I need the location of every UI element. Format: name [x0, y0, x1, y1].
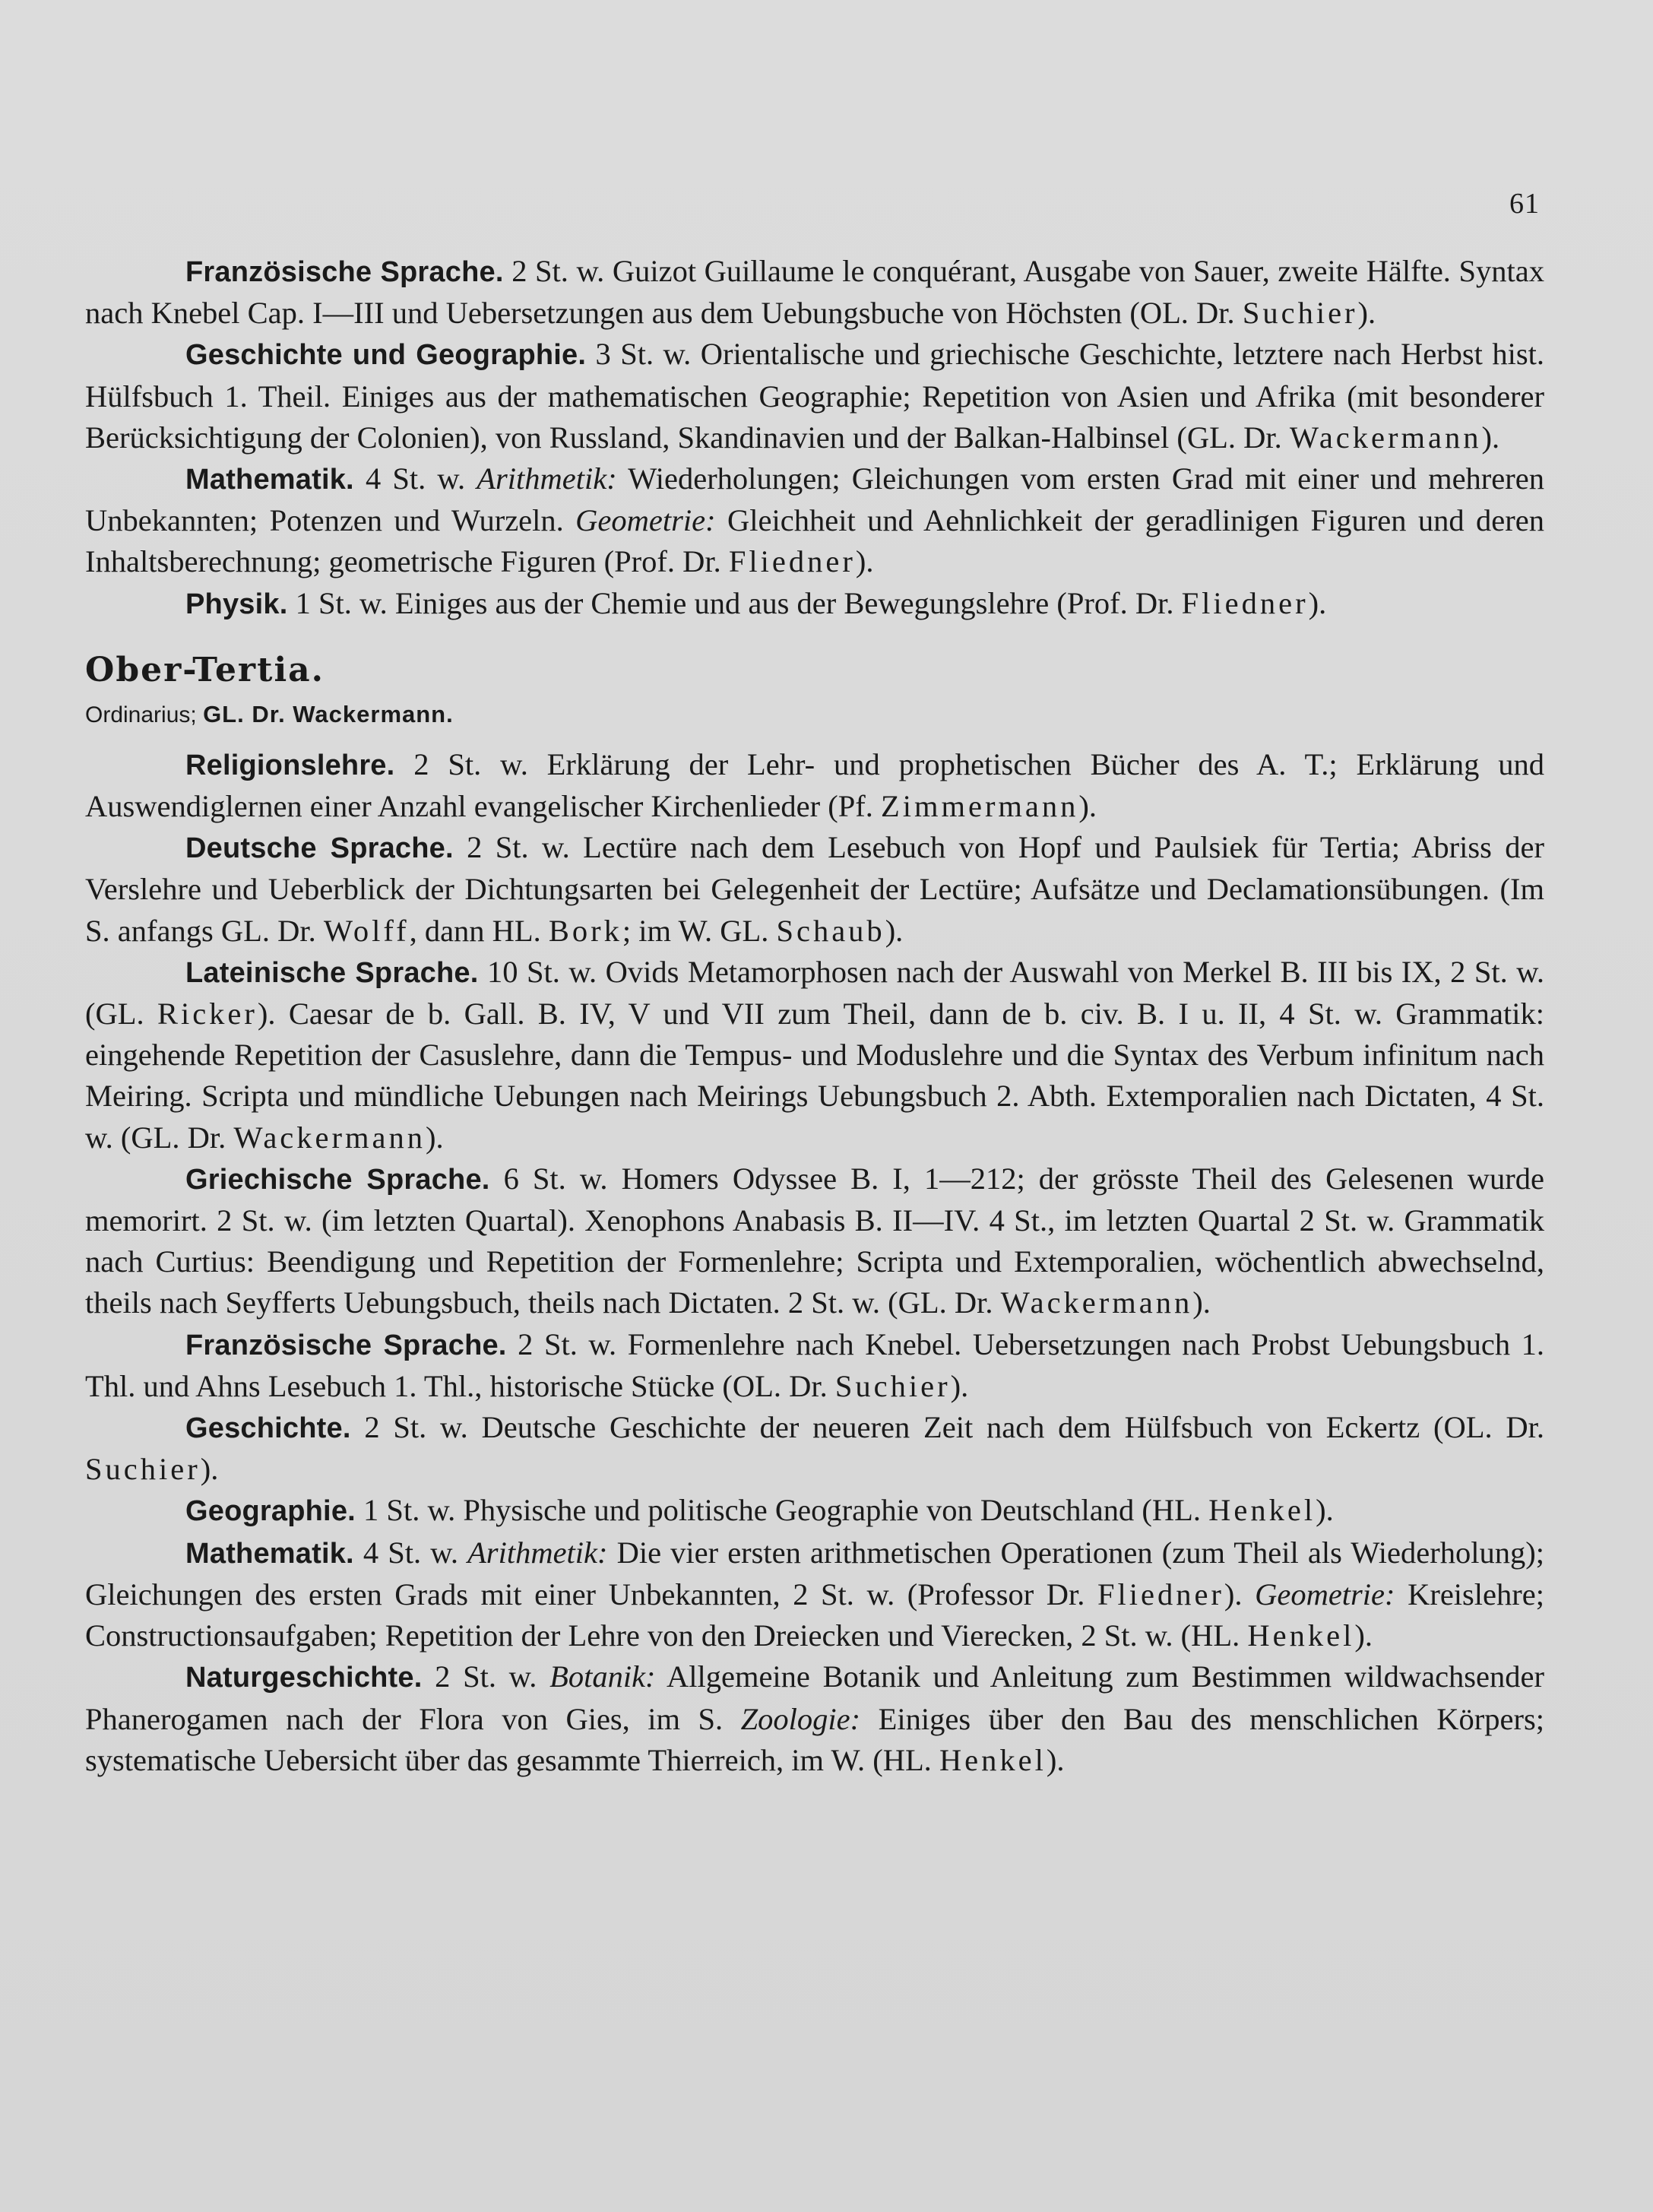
entry-text: 2 St. w. Guizot Guillaume le conquérant, Ausgabe von Sauer, zweite Hälfte. Syntax nach Knebel Cap. I—III und Uebersetzungen aus dem Uebungsbuche von Höchsten (OL. Dr. — [85, 254, 1545, 331]
entry-text: ). — [1308, 585, 1327, 620]
entry-text: Einiges über den Bau des menschlichen Körpers; systematische Uebersicht über das gesammte Thierreich, im W. (HL. — [85, 1701, 1544, 1777]
document-body — [85, 251, 1544, 1781]
teacher-name: Suchier — [1242, 296, 1358, 331]
teacher-name: Fliedner — [1181, 585, 1309, 620]
teacher-name: Ricker — [157, 997, 258, 1032]
entry-text: 2 St. w. Lectüre nach dem Lesebuch von Hopf und Paulsiek für Tertia; Abriss der Verslehre und Ueberblick der Dichtungsarten bei Gelegenheit der Lectüre; Aufsätze und Declamationsübungen. (Im S. anfangs GL. Dr. — [85, 830, 1545, 948]
entry-text: 2 St. w. — [422, 1659, 550, 1694]
entry-topic-label: Geometrie: — [1255, 1577, 1395, 1611]
entry-text: Wiederholungen; Gleichungen vom ersten Grad mit einer und mehreren Unbekannten; Potenzen und Wurzeln. — [85, 461, 1544, 538]
page-number: 61 — [1509, 188, 1540, 220]
entry-text: ). Caesar de b. Gall. B. IV, V und VII zum Theil, dann de b. civ. B. I u. II, 4 St. w. Grammatik: eingehende Repetition der Casuslehre, dann die Tempus- und Moduslehre und die Syntax des Verbum infinitum nach Meiring. Scripta und mündliche Uebungen nach Meirings Uebungsbuch 2. Abth. Extemporalien nach Dictaten, 4 St. w. (GL. Dr. — [85, 997, 1544, 1155]
entry-text: 2 St. w. Erklärung der Lehr- und prophetischen Bücher des A. T.; Erklärung und Auswendiglernen einer Anzahl evangelischer Kirchenlieder (Pf. — [85, 746, 1544, 824]
entry-text: 2 St. w. Formenlehre nach Knebel. Uebersetzungen nach Probst Uebungsbuch 1. Thl. und Ahns Lesebuch 1. Thl., historische Stücke (OL. Dr. — [85, 1326, 1544, 1403]
subject-entry — [85, 1532, 1544, 1657]
entry-text: , dann HL. — [409, 913, 549, 948]
entry-text: Kreislehre; Constructionsaufgaben; Repetition der Lehre von den Dreiecken und Vierecken, 2 St. w. (HL. — [85, 1577, 1544, 1653]
teacher-name: Fliedner — [728, 544, 856, 579]
subject-heading: Mathematik. — [185, 464, 354, 496]
entry-text: ). — [855, 544, 874, 579]
subject-heading: Französische Sprache. — [185, 256, 504, 288]
subject-entry — [85, 744, 1544, 827]
entry-text: ). — [1224, 1577, 1256, 1611]
ordinarius-label: Ordinarius; — [85, 702, 197, 727]
entry-topic-label: Arithmetik: — [477, 461, 617, 496]
subject-entry — [85, 583, 1544, 625]
entry-text: 10 St. w. Ovids Metamorphosen nach der Auswahl von Merkel B. III bis IX, 2 St. w. (GL. — [85, 954, 1545, 1032]
teacher-name: Wackermann — [233, 1120, 426, 1155]
teacher-name: Wolff — [323, 913, 410, 948]
entry-text: ). — [1192, 1285, 1211, 1320]
entry-text: 3 St. w. Orientalische und griechische Geschichte, letztere nach Herbst hist. Hülfsbuch 1. Theil. Einiges aus der mathematischen Geographie; Repetition von Asien und Afrika (mit besonderer Berücksichtigung der Colonien), von Russland, Skandinavien und der Balkan-Halbinsel (GL. Dr. — [85, 337, 1544, 455]
entry-text: Die vier ersten arithmetischen Operationen (zum Theil als Wiederholung); Gleichungen des ersten Grads mit einer Unbekannten, 2 St. w. (Professor Dr. — [85, 1535, 1544, 1611]
subject-heading: Mathematik. — [185, 1537, 354, 1570]
subject-entry — [85, 458, 1544, 583]
subject-entry — [85, 952, 1544, 1158]
teacher-name: Henkel — [1208, 1493, 1316, 1528]
entry-text: 6 St. w. Homers Odyssee B. I, 1—212; der grösste Theil des Gelesenen wurde memorirt. 2 St. w. (im letzten Quartal). Xenophons Anabasis B. II—IV. 4 St., im letzten Quartal 2 St. w. Grammatik nach Curtius: Beendigung und Repetition der Formenlehre; Scripta und Extemporalien, wöchentlich abwechselnd, theils nach Seyfferts Uebungsbuch, theils nach Dictaten. 2 St. w. (GL. Dr. — [85, 1161, 1544, 1320]
teacher-name: Suchier — [85, 1452, 201, 1487]
subject-heading: Geschichte und Geographie. — [185, 339, 587, 372]
teacher-name: Wackermann — [1289, 420, 1482, 455]
entry-topic-label: Arithmetik: — [467, 1535, 608, 1570]
entry-text: ). — [425, 1120, 444, 1155]
entry-text: 4 St. w. — [353, 1535, 468, 1570]
entry-text: ). — [1481, 420, 1500, 455]
section-heading: Ober-Tertia. — [85, 650, 325, 689]
teacher-name: Bork — [548, 913, 622, 948]
entry-text: ). — [1357, 296, 1376, 331]
teacher-name: Henkel — [1247, 1618, 1355, 1653]
entry-text: 1 St. w. Einiges aus der Chemie und aus der Bewegungslehre (Prof. Dr. — [287, 585, 1182, 620]
entry-text: ). — [950, 1368, 969, 1403]
section-upper-entries — [85, 251, 1544, 625]
subject-entry — [85, 1656, 1544, 1781]
entry-text: ). — [1316, 1493, 1334, 1528]
entry-text: ). — [1354, 1618, 1373, 1653]
entry-text: ). — [1046, 1742, 1065, 1777]
entry-topic-label: Zoologie: — [740, 1701, 861, 1736]
subject-heading: Physik. — [185, 588, 288, 620]
subject-heading: Lateinische Sprache. — [185, 956, 479, 989]
subject-entry — [85, 1407, 1544, 1490]
teacher-name: Henkel — [939, 1742, 1047, 1777]
subject-entry — [85, 1324, 1544, 1407]
ordinarius-line — [85, 693, 1544, 737]
entry-text: ). — [885, 913, 904, 948]
entry-topic-label: Geometrie: — [575, 503, 716, 538]
teacher-name: Suchier — [834, 1368, 951, 1403]
subject-entry — [85, 827, 1544, 952]
entry-text: Gleichheit und Aehnlichkeit der geradlinigen Figuren und deren Inhaltsberechnung; geometrische Figuren (Prof. Dr. — [85, 503, 1544, 579]
subject-heading: Geographie. — [185, 1495, 356, 1528]
subject-entry — [85, 251, 1544, 334]
subject-entry — [85, 1158, 1544, 1324]
entry-text: ; im W. GL. — [622, 913, 777, 948]
section-ober-tertia-entries — [85, 744, 1544, 1781]
entry-text: ). — [200, 1452, 219, 1487]
ordinarius-name: GL. Dr. Wackermann. — [203, 700, 454, 727]
teacher-name: Wackermann — [1000, 1285, 1193, 1320]
subject-heading: Geschichte. — [185, 1412, 351, 1445]
teacher-name: Zimmermann — [880, 789, 1079, 824]
subject-entry — [85, 334, 1544, 458]
subject-entry — [85, 1490, 1544, 1532]
teacher-name: Schaub — [776, 913, 885, 948]
entry-text: 2 St. w. Deutsche Geschichte der neueren Zeit nach dem Hülfsbuch von Eckertz (OL. Dr. — [350, 1410, 1544, 1445]
subject-heading: Griechische Sprache. — [185, 1163, 490, 1196]
subject-heading: Naturgeschichte. — [185, 1662, 423, 1694]
entry-text: 1 St. w. Physische und politische Geographie von Deutschland (HL. — [355, 1493, 1209, 1528]
entry-text: Allgemeine Botanik und Anleitung zum Bestimmen wildwachsender Phanerogamen nach der Flora von Gies, im S. — [85, 1659, 1544, 1736]
subject-heading: Religionslehre. — [185, 749, 395, 781]
entry-text: 4 St. w. — [353, 461, 477, 496]
subject-heading: Deutsche Sprache. — [185, 832, 454, 865]
teacher-name: Fliedner — [1097, 1577, 1224, 1611]
subject-heading: Französische Sprache. — [185, 1329, 507, 1361]
entry-text: ). — [1078, 789, 1097, 824]
entry-topic-label: Botanik: — [549, 1659, 656, 1694]
